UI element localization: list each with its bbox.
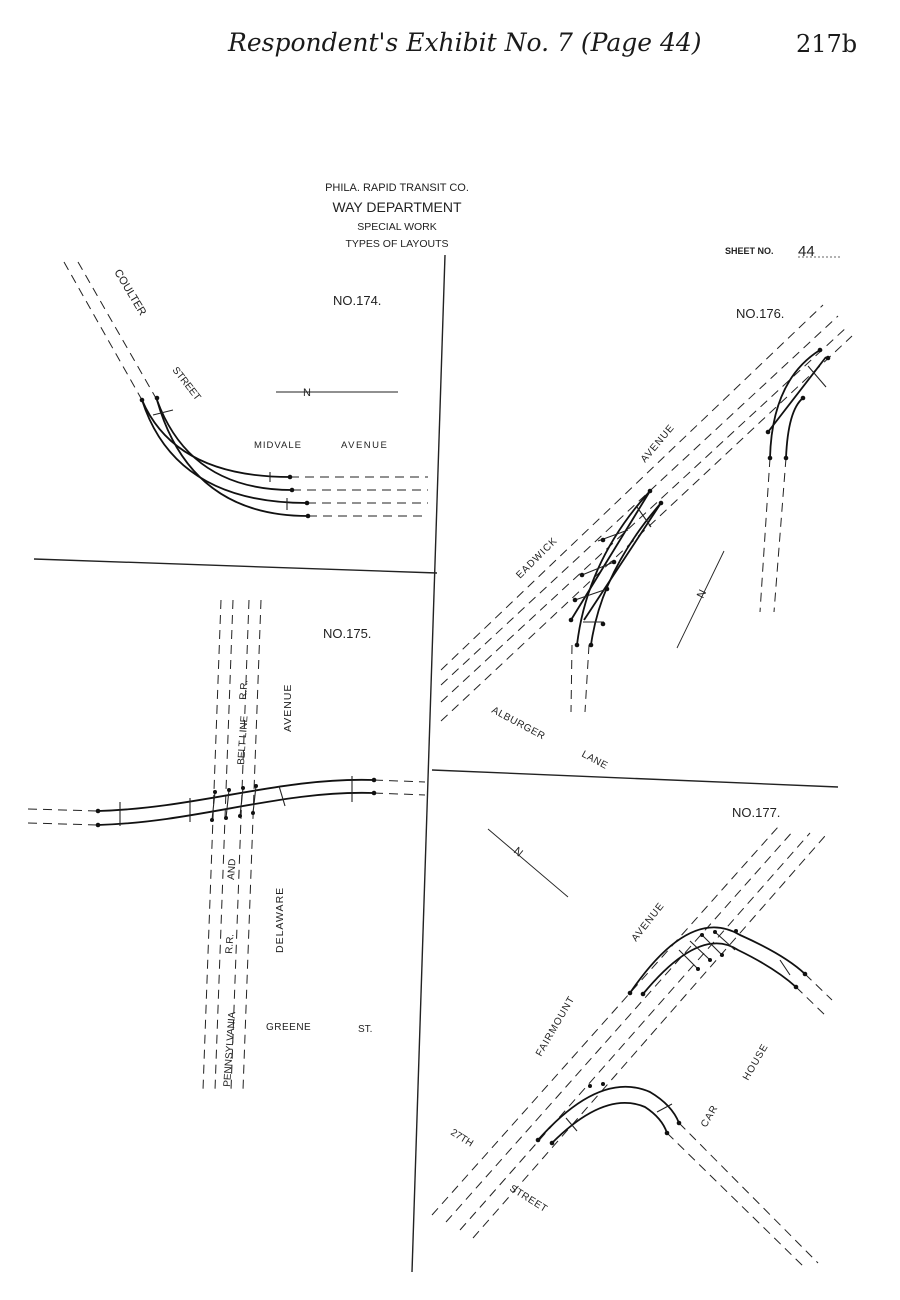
greene-street-edge: [374, 780, 425, 782]
switch-point: [734, 929, 738, 933]
street-label-lane: LANE: [579, 748, 610, 772]
drawing-types: TYPES OF LAYOUTS: [345, 238, 449, 250]
fairmount-avenue-edge: [432, 827, 778, 1215]
layout-no175-number: NO.175.: [323, 626, 372, 641]
switch-point: [589, 643, 594, 648]
switch-point: [601, 1082, 605, 1086]
switch-point: [96, 823, 101, 828]
layout-no177-number: NO.177.: [732, 805, 781, 820]
switch-point: [573, 598, 578, 603]
street-label-coulter: COULTER: [111, 267, 149, 318]
switch-point: [700, 933, 704, 937]
track-curve: [142, 400, 290, 477]
eadwick-avenue-edge: [441, 305, 823, 670]
street-label-fairmount: FAIRMOUNT: [534, 994, 578, 1059]
street-label-greene: GREENE: [266, 1022, 312, 1033]
switch-point: [140, 398, 145, 403]
street-label-avenue: AVENUE: [282, 683, 294, 732]
switch-point: [766, 430, 771, 435]
switch-point: [605, 587, 610, 592]
switch-point: [659, 501, 664, 506]
switch-point: [665, 1131, 670, 1136]
crossing-rail: [715, 932, 735, 950]
railroad-label-rr: R.R.: [224, 933, 237, 955]
track-curve: [142, 400, 307, 503]
switch-point: [96, 809, 101, 814]
car-house-lead-edge: [796, 987, 828, 1018]
switch-point: [588, 1084, 592, 1088]
switch-point: [801, 396, 806, 401]
layout-no176: [441, 305, 852, 772]
railroad-label-and: AND: [226, 858, 239, 881]
alburger-lane-edge: [585, 645, 589, 712]
layout-no176-number: NO.176.: [736, 306, 785, 321]
north-arrow-label: N: [303, 387, 311, 399]
railroad-label-rr: R.R.: [238, 679, 251, 701]
switch-point: [628, 991, 633, 996]
switch-point: [372, 778, 377, 783]
switch-point: [696, 967, 700, 971]
track-curve: [584, 503, 661, 620]
car-house-lead-edge: [805, 974, 832, 1000]
department-name: WAY DEPARTMENT: [332, 199, 462, 215]
street-label-st: ST.: [358, 1024, 373, 1035]
railroad-label-pennsylvania: PENNSYLVANIA: [222, 1011, 239, 1088]
layout-no174: [64, 262, 428, 518]
railroad-label-belt-line: BELT LINE: [236, 715, 251, 766]
greene-street-edge: [374, 793, 425, 795]
track-tie: [279, 786, 285, 806]
street-label-midvale: MIDVALE: [254, 440, 303, 451]
side-street-edge: [760, 458, 770, 612]
crossing-rail: [226, 790, 229, 818]
switch-point: [227, 788, 231, 792]
street-label-alburger: ALBURGER: [489, 704, 547, 743]
switch-point: [784, 456, 789, 461]
switch-point: [713, 930, 717, 934]
north-arrow-label: N: [694, 587, 710, 601]
switch-point: [224, 816, 228, 820]
street-label-avenue: AVENUE: [638, 422, 678, 465]
north-arrow-icon: [488, 829, 568, 897]
sheet-number: 44: [798, 243, 815, 260]
vertical-divider: [412, 255, 445, 1272]
fairmount-avenue-edge: [460, 833, 810, 1230]
switch-point: [575, 643, 580, 648]
switch-point: [601, 622, 606, 627]
fairmount-avenue-edge: [446, 830, 794, 1222]
eadwick-avenue-edge: [441, 316, 838, 685]
switch-point: [213, 790, 217, 794]
drawing-subtitle: SPECIAL WORK: [357, 221, 437, 233]
switch-point: [288, 475, 293, 480]
track-curve: [768, 357, 826, 432]
company-name: PHILA. RAPID TRANSIT CO.: [325, 182, 469, 194]
street-label-street: STREET: [507, 1183, 550, 1216]
street-label-street: STREET: [169, 365, 203, 403]
fairmount-avenue-edge: [473, 836, 825, 1238]
track-curve: [98, 780, 374, 811]
switch-point: [720, 953, 724, 957]
switch-point: [818, 348, 823, 353]
street-label-car: CAR: [699, 1103, 721, 1130]
switch-point: [794, 985, 799, 990]
switch-point: [210, 818, 214, 822]
greene-street-edge: [28, 809, 98, 811]
layout-no177: [432, 805, 832, 1268]
eadwick-avenue-edge: [441, 336, 852, 721]
railroad-edge: [203, 600, 221, 1090]
north-arrow-label: N: [511, 845, 525, 860]
switch-point: [648, 489, 653, 494]
north-arrow-icon: [677, 551, 724, 648]
street-27th-edge: [679, 1123, 818, 1263]
street-label-avenue: AVENUE: [341, 440, 389, 451]
switch-point: [238, 814, 242, 818]
switch-point: [251, 811, 255, 815]
street-label-eadwick: EADWICK: [514, 535, 561, 582]
street-27th-edge: [667, 1133, 805, 1268]
railroad-edge: [243, 600, 261, 1090]
right-horizontal-divider: [432, 770, 838, 787]
switch-point: [241, 786, 245, 790]
switch-point: [803, 972, 808, 977]
track-curve: [770, 350, 820, 458]
switch-point: [536, 1138, 541, 1143]
alburger-lane-edge: [571, 645, 572, 712]
switch-point: [254, 784, 258, 788]
greene-street-edge: [28, 823, 98, 825]
switch-point: [305, 501, 310, 506]
street-label-27th: 27TH: [448, 1127, 475, 1150]
page-number: 217b: [796, 30, 858, 58]
street-label-house: HOUSE: [741, 1041, 771, 1083]
layout-no174-number: NO.174.: [333, 293, 382, 308]
switch-point: [290, 488, 295, 493]
sheet-label: SHEET NO.: [725, 246, 774, 256]
street-label-delaware: DELAWARE: [274, 886, 286, 953]
track-curve: [157, 400, 308, 516]
switch-point: [155, 396, 160, 401]
eadwick-avenue-edge: [441, 326, 848, 702]
track-curve: [786, 398, 803, 458]
switch-point: [372, 791, 377, 796]
crossing-rail: [582, 562, 614, 575]
switch-point: [569, 618, 574, 623]
switch-point: [550, 1141, 555, 1146]
switch-point: [641, 992, 646, 997]
exhibit-title: Respondent's Exhibit No. 7 (Page 44): [228, 28, 702, 57]
track-curve: [630, 927, 805, 993]
title-block: [325, 182, 842, 260]
side-street-edge: [774, 458, 786, 612]
track-curve: [571, 491, 650, 620]
street-label-avenue: AVENUE: [629, 900, 667, 944]
panel-frame: [34, 255, 838, 1272]
switch-point: [612, 560, 617, 565]
track-tie: [780, 960, 790, 975]
switch-point: [768, 456, 773, 461]
left-horizontal-divider: [34, 559, 437, 573]
switch-point: [306, 514, 311, 519]
switch-point: [677, 1121, 682, 1126]
switch-point: [601, 538, 606, 543]
layout-no175: [28, 600, 425, 1090]
switch-point: [826, 356, 831, 361]
switch-point: [708, 958, 712, 962]
switch-point: [580, 573, 585, 578]
